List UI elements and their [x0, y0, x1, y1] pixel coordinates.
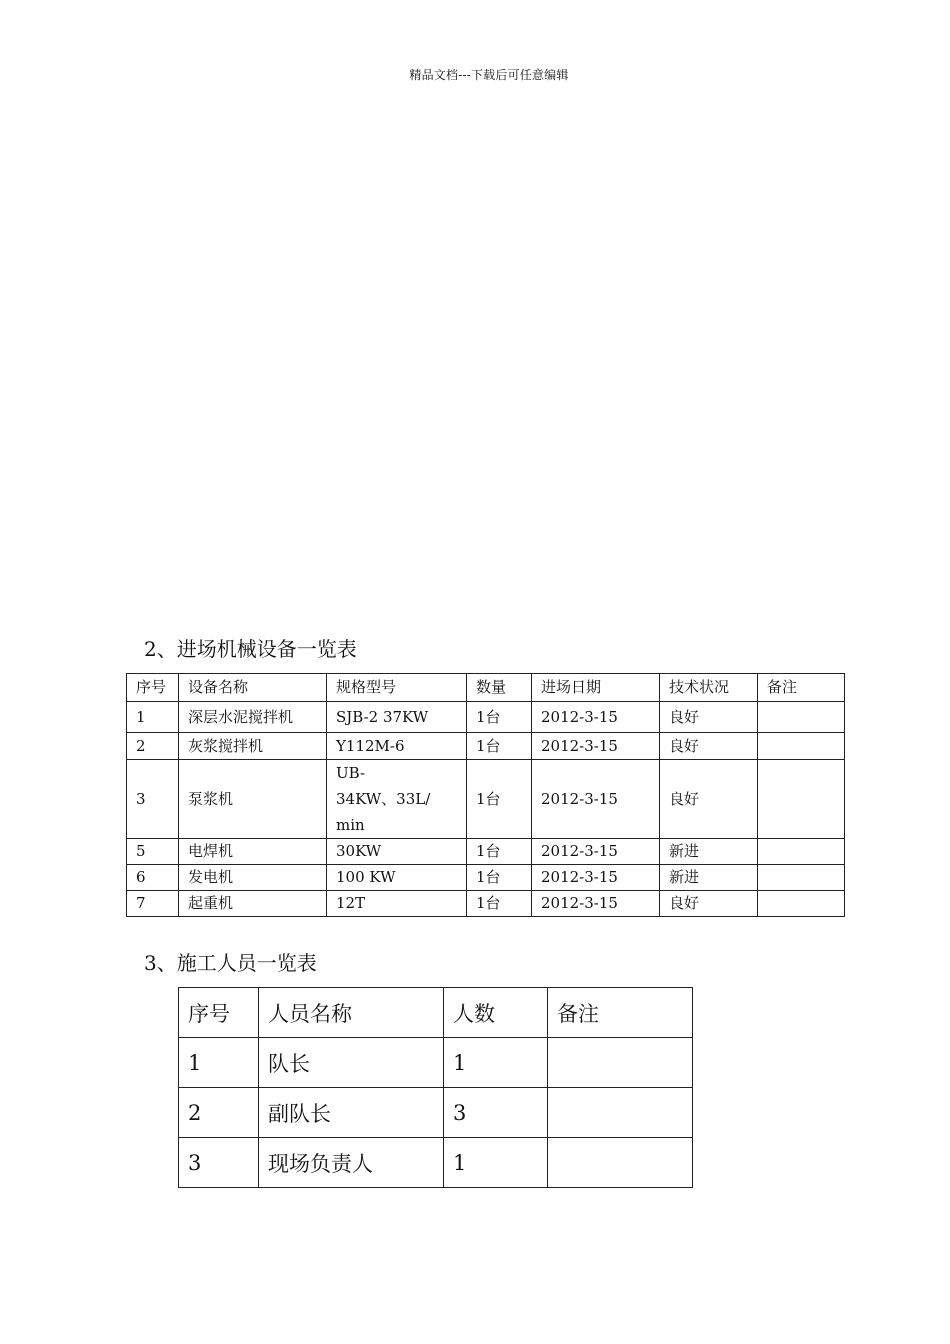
- table-row: [127, 702, 845, 733]
- spec-line: 34KW、33L/: [336, 790, 431, 808]
- cell-date: 2012-3-15: [532, 702, 660, 733]
- cell-qty: 1台: [467, 760, 532, 839]
- table-header-row: [179, 988, 693, 1038]
- cell-date: 2012-3-15: [532, 733, 660, 760]
- column-header: 序号: [127, 674, 179, 702]
- cell-spec: 12T: [327, 891, 467, 917]
- cell-no: 3: [179, 1138, 259, 1188]
- equipment-table: [126, 673, 845, 917]
- cell-no: 3: [127, 760, 179, 839]
- column-header: 序号: [179, 988, 259, 1038]
- cell-note: [758, 865, 845, 891]
- table-row: [179, 1038, 693, 1088]
- cell-note: [548, 1088, 693, 1138]
- column-header: 设备名称: [179, 674, 327, 702]
- table-row: [127, 865, 845, 891]
- cell-status: 良好: [660, 702, 758, 733]
- cell-name: 电焊机: [179, 839, 327, 865]
- cell-date: 2012-3-15: [532, 865, 660, 891]
- cell-qty: 1台: [467, 891, 532, 917]
- cell-count: 1: [444, 1138, 548, 1188]
- cell-no: 5: [127, 839, 179, 865]
- cell-name: 灰浆搅拌机: [179, 733, 327, 760]
- page-header: 精品文档---下载后可任意编辑: [409, 68, 569, 82]
- staff-table-title: 3、施工人员一览表: [144, 951, 317, 975]
- cell-spec: SJB-2 37KW: [327, 702, 467, 733]
- equipment-table-title: 2、进场机械设备一览表: [144, 637, 357, 661]
- spec-line: UB-: [336, 764, 366, 782]
- cell-no: 1: [179, 1038, 259, 1088]
- table-row: [179, 1138, 693, 1188]
- table-header-row: [127, 674, 845, 702]
- cell-note: [758, 702, 845, 733]
- column-header: 进场日期: [532, 674, 660, 702]
- cell-note: [758, 891, 845, 917]
- column-header: 人员名称: [259, 988, 444, 1038]
- column-header: 备注: [548, 988, 693, 1038]
- cell-no: 2: [179, 1088, 259, 1138]
- table-row: [127, 760, 845, 839]
- cell-name: 泵浆机: [179, 760, 327, 839]
- cell-note: [548, 1138, 693, 1188]
- cell-status: 新进: [660, 865, 758, 891]
- table-row: [127, 839, 845, 865]
- cell-qty: 1台: [467, 733, 532, 760]
- cell-role: 副队长: [259, 1088, 444, 1138]
- cell-qty: 1台: [467, 865, 532, 891]
- cell-status: 新进: [660, 839, 758, 865]
- cell-note: [758, 760, 845, 839]
- table-row: [127, 733, 845, 760]
- cell-no: 1: [127, 702, 179, 733]
- cell-status: 良好: [660, 733, 758, 760]
- cell-spec: 30KW: [327, 839, 467, 865]
- cell-name: 起重机: [179, 891, 327, 917]
- cell-qty: 1台: [467, 839, 532, 865]
- cell-spec: 100 KW: [327, 865, 467, 891]
- cell-date: 2012-3-15: [532, 760, 660, 839]
- cell-status: 良好: [660, 891, 758, 917]
- cell-no: 6: [127, 865, 179, 891]
- column-header: 人数: [444, 988, 548, 1038]
- spec-line: min: [336, 816, 365, 834]
- cell-spec: [327, 760, 467, 839]
- cell-role: 现场负责人: [259, 1138, 444, 1188]
- cell-date: 2012-3-15: [532, 891, 660, 917]
- column-header: 备注: [758, 674, 845, 702]
- cell-status: 良好: [660, 760, 758, 839]
- cell-note: [758, 733, 845, 760]
- column-header: 数量: [467, 674, 532, 702]
- cell-name: 深层水泥搅拌机: [179, 702, 327, 733]
- cell-note: [758, 839, 845, 865]
- column-header: 技术状况: [660, 674, 758, 702]
- table-row: [127, 891, 845, 917]
- cell-no: 2: [127, 733, 179, 760]
- cell-qty: 1台: [467, 702, 532, 733]
- cell-note: [548, 1038, 693, 1088]
- table-row: [179, 1088, 693, 1138]
- cell-role: 队长: [259, 1038, 444, 1088]
- cell-count: 3: [444, 1088, 548, 1138]
- cell-count: 1: [444, 1038, 548, 1088]
- cell-name: 发电机: [179, 865, 327, 891]
- cell-no: 7: [127, 891, 179, 917]
- cell-spec: Y112M-6: [327, 733, 467, 760]
- column-header: 规格型号: [327, 674, 467, 702]
- staff-table: [178, 987, 693, 1188]
- cell-date: 2012-3-15: [532, 839, 660, 865]
